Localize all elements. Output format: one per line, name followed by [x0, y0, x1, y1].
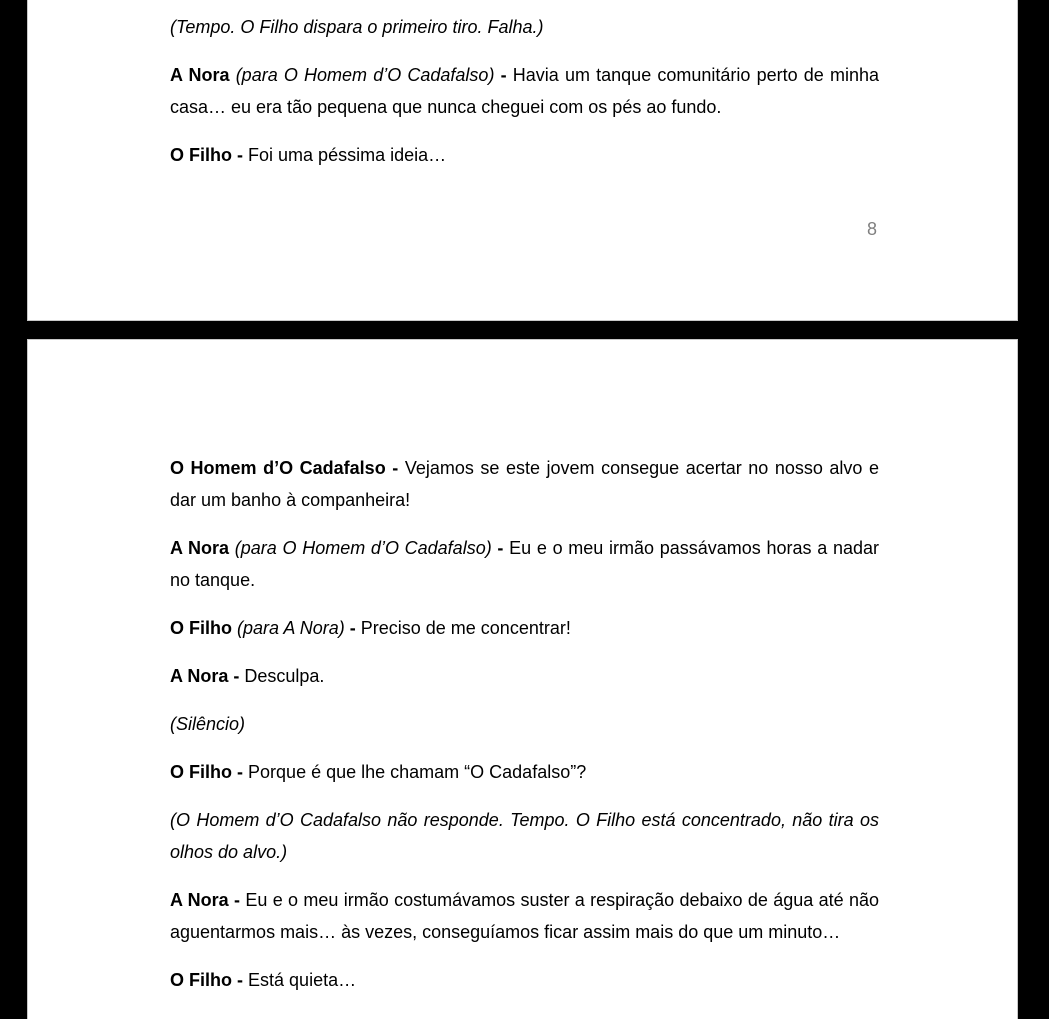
separator: -	[237, 762, 244, 782]
stage-direction: (Silêncio)	[170, 714, 246, 734]
speaker-name: A Nora	[170, 666, 229, 686]
separator: -	[392, 458, 399, 478]
inline-direction: (para O Homem d’O Cadafalso)	[234, 538, 492, 558]
stage-direction: (Tempo. O Filho dispara o primeiro tiro. Falha.)	[170, 17, 544, 37]
speaker-name: O Homem d’O Cadafalso	[170, 458, 386, 478]
dialogue-text: Havia um tanque comunitário perto de minha casa… eu era tão pequena que nunca cheguei com os pés ao fundo.	[170, 65, 879, 117]
dialogue-text: Vejamos se este jovem consegue acertar no nosso alvo e dar um banho à companheira!	[170, 458, 879, 510]
speaker-name: A Nora	[170, 65, 230, 85]
separator: -	[497, 538, 504, 558]
separator: -	[237, 145, 244, 165]
dialogue-paragraph	[170, 452, 879, 516]
page-number: 8	[866, 219, 877, 239]
speaker-name: A Nora	[170, 890, 229, 910]
dialogue-text: Está quieta…	[248, 970, 357, 990]
dialogue-paragraph	[170, 59, 879, 123]
dialogue-paragraph	[170, 964, 879, 996]
page-body	[170, 452, 879, 1012]
separator: -	[349, 618, 356, 638]
dialogue-paragraph	[170, 612, 879, 644]
stage-direction: (O Homem d’O Cadafalso não responde. Tempo. O Filho está concentrado, não tira os olhos do alvo.)	[170, 810, 879, 862]
inline-direction: (para O Homem d’O Cadafalso)	[235, 65, 495, 85]
speaker-name: O Filho	[170, 145, 232, 165]
speaker-name: O Filho	[170, 618, 232, 638]
dialogue-text: Eu e o meu irmão costumávamos suster a respiração debaixo de água até não aguentarmos mais… às vezes, conseguíamos ficar assim mais do que um minuto…	[170, 890, 879, 942]
separator: -	[233, 666, 240, 686]
separator: -	[500, 65, 507, 85]
speaker-name: O Filho	[170, 970, 232, 990]
document-page-9	[27, 339, 1018, 1019]
dialogue-paragraph	[170, 532, 879, 596]
dialogue-paragraph	[170, 756, 879, 788]
dialogue-paragraph	[170, 660, 879, 692]
dialogue-paragraph	[170, 139, 879, 171]
dialogue-text: Desculpa.	[244, 666, 325, 686]
separator: -	[234, 890, 241, 910]
dialogue-text: Porque é que lhe chamam “O Cadafalso”?	[248, 762, 587, 782]
inline-direction: (para A Nora)	[237, 618, 345, 638]
page-body	[170, 11, 879, 187]
dialogue-text: Foi uma péssima ideia…	[248, 145, 447, 165]
speaker-name: O Filho	[170, 762, 232, 782]
dialogue-text: Preciso de me concentrar!	[360, 618, 571, 638]
dialogue-paragraph	[170, 884, 879, 948]
separator: -	[237, 970, 244, 990]
dialogue-text: Eu e o meu irmão passávamos horas a nadar no tanque.	[170, 538, 879, 590]
speaker-name: A Nora	[170, 538, 230, 558]
document-page-8	[27, 0, 1018, 321]
